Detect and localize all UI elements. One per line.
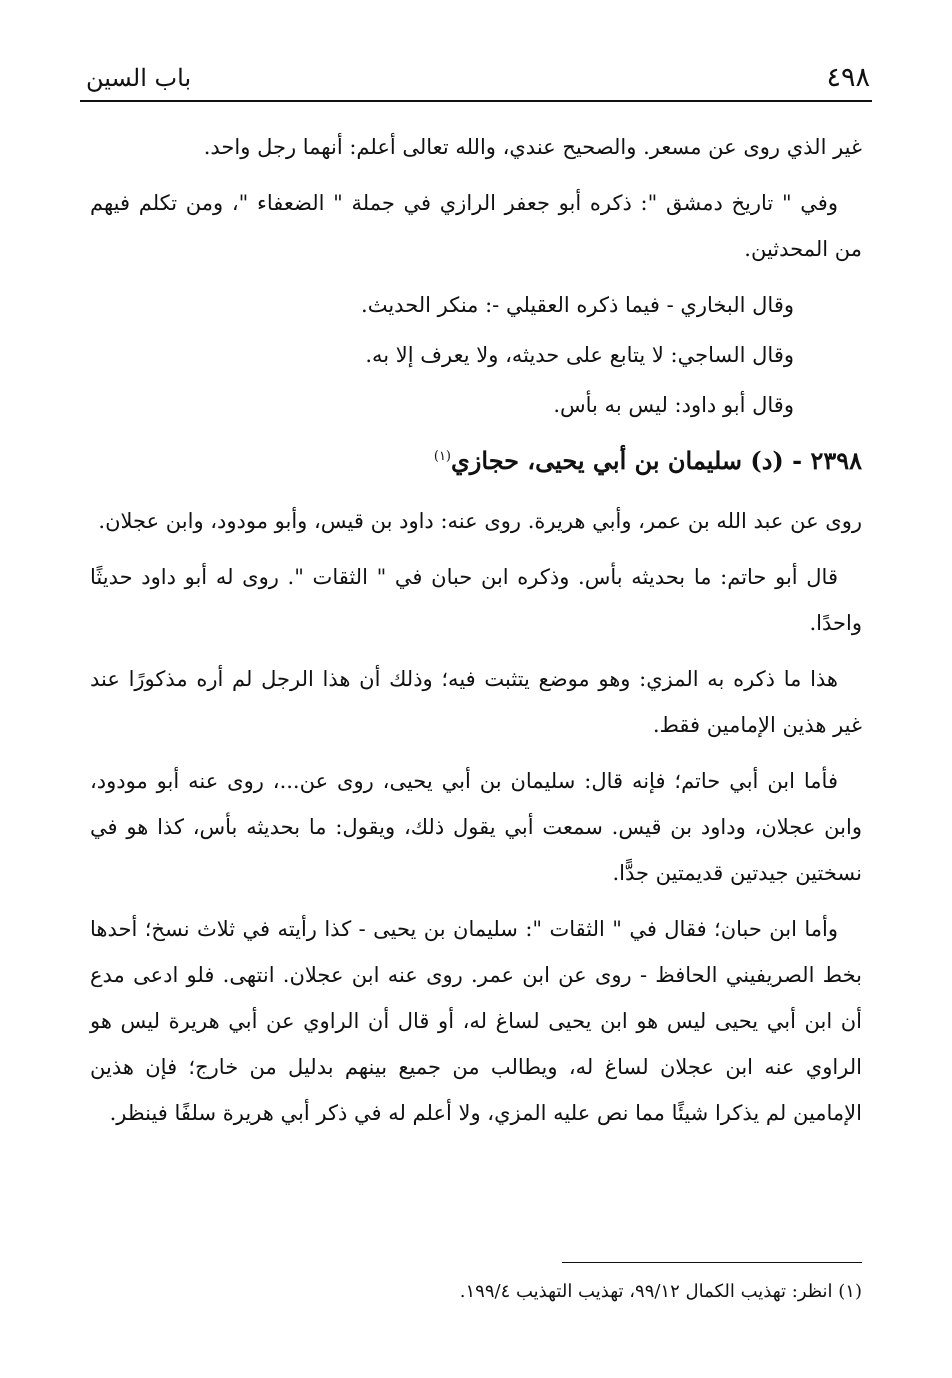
paragraph: هذا ما ذكره به المزي: وهو موضع يتثبت فيه؛ وذلك أن هذا الرجل لم أره مذكورًا عند غير هذين الإمامين فقط. bbox=[90, 667, 862, 737]
paragraph: غير الذي روى عن مسعر. والصحيح عندي، والله تعالى أعلم: أنهما رجل واحد. bbox=[203, 135, 862, 159]
entry-heading-text: ٢٣٩٨ - (د) سليمان بن أبي يحيى، حجازي bbox=[451, 446, 862, 475]
entry-heading bbox=[90, 432, 862, 486]
footnote-divider bbox=[562, 1262, 862, 1263]
chapter-title: باب السين bbox=[86, 64, 192, 92]
paragraph: قال أبو حاتم: ما بحديثه بأس. وذكره ابن حبان في " الثقات ". روى له أبو داود حديثًا واحدًا. bbox=[90, 565, 862, 635]
paragraph: وقال البخاري - فيما ذكره العقيلي -: منكر الحديث. bbox=[361, 293, 794, 317]
paragraph: وفي " تاريخ دمشق ": ذكره أبو جعفر الرازي في جملة " الضعفاء "، ومن تكلم فيهم من المحدثين. bbox=[90, 191, 862, 261]
main-text bbox=[90, 124, 862, 1146]
paragraph: وأما ابن حبان؛ فقال في " الثقات ": سليمان بن يحيى - كذا رأيته في ثلاث نسخ؛ أحدها بخط الصريفيني الحافظ - روى عن ابن عمر. روى عنه ابن عجلان. انتهى. فلو ادعى مدع أن ابن أبي يحيى ليس هو ابن يحيى لساغ له، أو قال أن الراوي عن أبي هريرة ليس هو الراوي عنه ابن عجلان لساغ له، ويطالب من جميع بينهم بدليل من خارج؛ فإن هذين الإمامين لم يذكرا شيئًا مما نص عليه المزي، ولا أعلم له في ذكر أبي هريرة سلفًا فينظر. bbox=[90, 917, 862, 1125]
header-divider bbox=[80, 100, 872, 102]
footnote: (١) انظر: تهذيب الكمال ٩٩/١٢، تهذيب التهذيب ١٩٩/٤. bbox=[459, 1281, 862, 1302]
page-number: ٤٩٨ bbox=[826, 62, 870, 93]
footnote-marker[interactable]: (١) bbox=[433, 449, 451, 464]
page-header bbox=[80, 60, 872, 100]
paragraph: روى عن عبد الله بن عمر، وأبي هريرة. روى عنه: داود بن قيس، وأبو مودود، وابن عجلان. bbox=[98, 509, 862, 533]
paragraph: فأما ابن أبي حاتم؛ فإنه قال: سليمان بن أبي يحيى، روى عن...، روى عنه أبو مودود، وابن عجلان، وداود بن قيس. سمعت أبي يقول ذلك، ويقول: ما بحديثه بأس، كذا هو في نسختين جيدتين قديمتين جدًّا. bbox=[90, 769, 862, 885]
paragraph: وقال أبو داود: ليس به بأس. bbox=[553, 393, 794, 417]
paragraph: وقال الساجي: لا يتابع على حديثه، ولا يعرف إلا به. bbox=[365, 343, 794, 367]
